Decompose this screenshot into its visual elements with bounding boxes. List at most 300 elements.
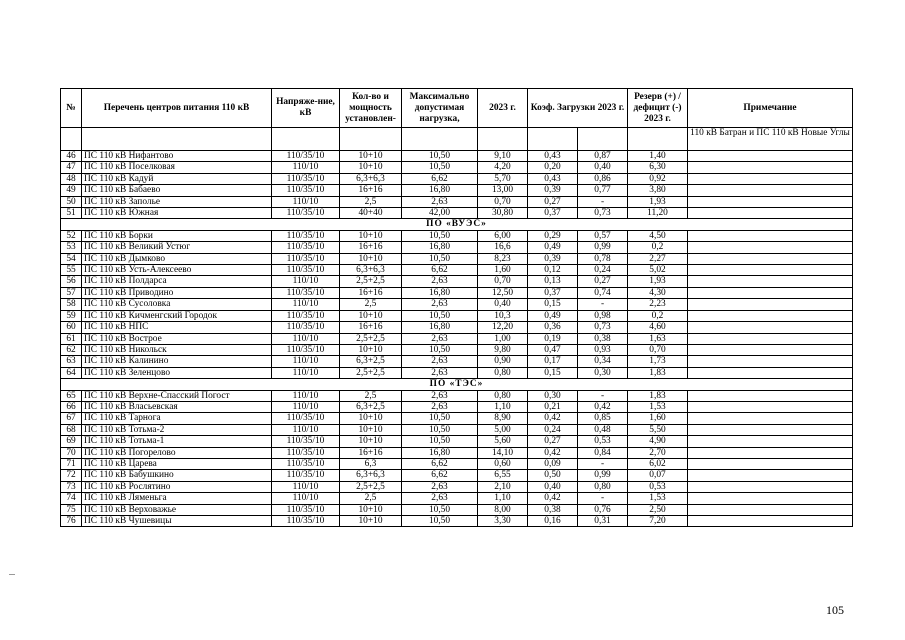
cell-no: 48: [61, 173, 82, 184]
cell-voltage: 110/10: [272, 333, 340, 344]
cell-name: ПС 110 кВ Дымково: [82, 253, 272, 264]
cell-max-load: 6,62: [402, 470, 478, 481]
table-row: [61, 401, 853, 412]
cell-coef-2: 0,42: [578, 401, 628, 412]
cell-no: 67: [61, 413, 82, 424]
cell-coef-2: 0,80: [578, 481, 628, 492]
cell-reserve: 1,60: [628, 413, 688, 424]
cell-coef-1: 0,49: [528, 242, 578, 253]
cell-coef-2: 0,73: [578, 208, 628, 219]
cell-coef-1: 0,42: [528, 493, 578, 504]
cell-name: ПС 110 кВ Бабушкино: [82, 470, 272, 481]
continuation-note: 110 кВ Батран и ПС 110 кВ Новые Углы: [688, 128, 853, 151]
header-name: Перечень центров питания 110 кВ: [82, 89, 272, 128]
cell-coef-2: -: [578, 493, 628, 504]
cell-2023: 4,20: [478, 162, 528, 173]
cell-max-load: 10,50: [402, 151, 478, 162]
cell-reserve: 1,93: [628, 196, 688, 207]
cell-coef-2: 0,78: [578, 253, 628, 264]
cell-voltage: 110/10: [272, 493, 340, 504]
cell-2023: 9,10: [478, 151, 528, 162]
cell-coef-2: 0,38: [578, 333, 628, 344]
cell-no: 64: [61, 367, 82, 378]
cell-max-load: 10,50: [402, 162, 478, 173]
cell-transformers: 10+10: [340, 413, 402, 424]
cell-coef-1: 0,27: [528, 436, 578, 447]
cell-voltage: 110/10: [272, 276, 340, 287]
cell-voltage: 110/35/10: [272, 322, 340, 333]
header-note: Примечание: [688, 89, 853, 128]
section-row: [61, 379, 853, 390]
section-title: ПО «ТЭС»: [61, 379, 853, 390]
cell-name: ПС 110 кВ Кадуй: [82, 173, 272, 184]
cell-name: ПС 110 кВ Царева: [82, 458, 272, 469]
cell-coef-1: 0,39: [528, 185, 578, 196]
cell-note: [688, 458, 853, 469]
cell-transformers: 6,3+6,3: [340, 470, 402, 481]
cell-note: [688, 322, 853, 333]
cell-reserve: 2,27: [628, 253, 688, 264]
cell-transformers: 6,3+6,3: [340, 173, 402, 184]
cell-coef-2: 0,34: [578, 356, 628, 367]
cell-voltage: 110/10: [272, 162, 340, 173]
cell-max-load: 42,00: [402, 208, 478, 219]
cell-coef-2: 0,99: [578, 470, 628, 481]
cell-transformers: 2,5+2,5: [340, 367, 402, 378]
cell-no: 62: [61, 344, 82, 355]
cell-2023: 9,80: [478, 344, 528, 355]
header-max-load: Максимально допустимая нагрузка,: [402, 89, 478, 128]
cell-voltage: 110/35/10: [272, 287, 340, 298]
cell-max-load: 10,50: [402, 310, 478, 321]
cell-transformers: 10+10: [340, 436, 402, 447]
cell-no: 46: [61, 151, 82, 162]
substations-table: [60, 88, 853, 527]
cell-2023: 3,30: [478, 516, 528, 527]
cell-max-load: 10,50: [402, 230, 478, 241]
cell-coef-2: 0,30: [578, 367, 628, 378]
cell-transformers: 40+40: [340, 208, 402, 219]
cell-voltage: 110/35/10: [272, 242, 340, 253]
cell-note: [688, 310, 853, 321]
section-title: ПО «ВУЭС»: [61, 219, 853, 230]
cell-voltage: 110/35/10: [272, 151, 340, 162]
cell-coef-2: 0,74: [578, 287, 628, 298]
cell-transformers: 16+16: [340, 447, 402, 458]
cell-reserve: 0,92: [628, 173, 688, 184]
header-2023: 2023 г.: [478, 89, 528, 128]
header-no: №: [61, 89, 82, 128]
cell-reserve: 0,07: [628, 470, 688, 481]
cell-voltage: 110/10: [272, 390, 340, 401]
cell-reserve: 4,60: [628, 322, 688, 333]
cell-voltage: 110/35/10: [272, 230, 340, 241]
cell-transformers: 10+10: [340, 151, 402, 162]
cell-max-load: 10,50: [402, 504, 478, 515]
cell-reserve: 7,20: [628, 516, 688, 527]
cell-voltage: 110/35/10: [272, 458, 340, 469]
cell-name: ПС 110 кВ Кичменгский Городок: [82, 310, 272, 321]
cell-max-load: 10,50: [402, 436, 478, 447]
cell-coef-1: 0,43: [528, 151, 578, 162]
cell-no: 53: [61, 242, 82, 253]
cell-coef-1: 0,42: [528, 413, 578, 424]
cell-name: ПС 110 кВ Никольск: [82, 344, 272, 355]
cell-coef-2: 0,93: [578, 344, 628, 355]
cell-name: ПС 110 кВ Тотьма-1: [82, 436, 272, 447]
cell-2023: 10,3: [478, 310, 528, 321]
cell-note: [688, 276, 853, 287]
table-row: [61, 276, 853, 287]
cell-max-load: 2,63: [402, 276, 478, 287]
table-row: [61, 367, 853, 378]
cell-coef-1: 0,24: [528, 424, 578, 435]
cell-coef-2: 0,40: [578, 162, 628, 173]
cell-note: [688, 367, 853, 378]
cell-voltage: 110/10: [272, 367, 340, 378]
cell-transformers: 16+16: [340, 185, 402, 196]
cell-transformers: 2,5+2,5: [340, 333, 402, 344]
cell-voltage: 110/35/10: [272, 208, 340, 219]
cell-transformers: 10+10: [340, 516, 402, 527]
cell-coef-2: 0,57: [578, 230, 628, 241]
cell-name: ПС 110 кВ Бабаево: [82, 185, 272, 196]
cell-transformers: 16+16: [340, 287, 402, 298]
cell-voltage: 110/35/10: [272, 516, 340, 527]
cell-coef-1: 0,12: [528, 265, 578, 276]
cell-coef-2: 0,99: [578, 242, 628, 253]
cell-name: ПС 110 кВ НПС: [82, 322, 272, 333]
cell-transformers: 6,3+6,3: [340, 265, 402, 276]
cell-no: 69: [61, 436, 82, 447]
table-row: [61, 447, 853, 458]
cell-transformers: 2,5: [340, 196, 402, 207]
cell-reserve: 4,30: [628, 287, 688, 298]
table-row: [61, 481, 853, 492]
cell-coef-1: 0,21: [528, 401, 578, 412]
cell-reserve: 5,50: [628, 424, 688, 435]
header-transformers: Кол-во и мощность установлен-: [340, 89, 402, 128]
cell-coef-1: 0,30: [528, 390, 578, 401]
cell-voltage: 110/35/10: [272, 470, 340, 481]
cell-transformers: 2,5+2,5: [340, 276, 402, 287]
cell-2023: 1,10: [478, 401, 528, 412]
cell-reserve: 0,2: [628, 310, 688, 321]
cell-max-load: 6,62: [402, 173, 478, 184]
cell-no: 65: [61, 390, 82, 401]
cell-voltage: 110/35/10: [272, 413, 340, 424]
cell-transformers: 10+10: [340, 310, 402, 321]
section-row: [61, 219, 853, 230]
cell-transformers: 6,3+2,5: [340, 356, 402, 367]
cell-no: 55: [61, 265, 82, 276]
cell-coef-2: 0,24: [578, 265, 628, 276]
cell-2023: 0,90: [478, 356, 528, 367]
cell-name: ПС 110 кВ Верховажье: [82, 504, 272, 515]
cell-note: [688, 242, 853, 253]
cell-no: 74: [61, 493, 82, 504]
cell-2023: 8,00: [478, 504, 528, 515]
cell-note: [688, 390, 853, 401]
cell-reserve: 0,2: [628, 242, 688, 253]
cell-note: [688, 493, 853, 504]
cell-note: [688, 287, 853, 298]
cell-name: ПС 110 кВ Борки: [82, 230, 272, 241]
cell-no: 57: [61, 287, 82, 298]
cell-no: 71: [61, 458, 82, 469]
cell-name: ПС 110 кВ Южная: [82, 208, 272, 219]
cell-name: ПС 110 кВ Полдарса: [82, 276, 272, 287]
cell-voltage: 110/10: [272, 196, 340, 207]
cell-name: ПС 110 кВ Приводино: [82, 287, 272, 298]
cell-no: 68: [61, 424, 82, 435]
cell-no: 54: [61, 253, 82, 264]
cell-coef-1: 0,29: [528, 230, 578, 241]
table-row: [61, 493, 853, 504]
table-row: [61, 299, 853, 310]
cell-coef-1: 0,20: [528, 162, 578, 173]
cell-2023: 1,00: [478, 333, 528, 344]
table-row: [61, 173, 853, 184]
cell-2023: 5,60: [478, 436, 528, 447]
cell-coef-2: 0,31: [578, 516, 628, 527]
cell-voltage: 110/10: [272, 401, 340, 412]
cell-note: [688, 401, 853, 412]
cell-note: [688, 253, 853, 264]
cell-max-load: 2,63: [402, 333, 478, 344]
cell-2023: 0,80: [478, 367, 528, 378]
cell-note: [688, 208, 853, 219]
cell-voltage: 110/35/10: [272, 504, 340, 515]
table-row: [61, 265, 853, 276]
cell-transformers: 10+10: [340, 230, 402, 241]
cell-2023: 0,60: [478, 458, 528, 469]
table-row: [61, 424, 853, 435]
header-coef: Коэф. Загрузки 2023 г.: [528, 89, 628, 128]
cell-note: [688, 230, 853, 241]
cell-transformers: 16+16: [340, 322, 402, 333]
cell-max-load: 10,50: [402, 424, 478, 435]
cell-reserve: 4,90: [628, 436, 688, 447]
cell-name: ПС 110 кВ Сусоловка: [82, 299, 272, 310]
table-row: [61, 185, 853, 196]
cell-coef-2: 0,48: [578, 424, 628, 435]
cell-no: 52: [61, 230, 82, 241]
cell-coef-1: 0,47: [528, 344, 578, 355]
cell-transformers: 10+10: [340, 162, 402, 173]
table-row: [61, 436, 853, 447]
cell-note: [688, 413, 853, 424]
cell-reserve: 0,53: [628, 481, 688, 492]
table-row: [61, 151, 853, 162]
cell-coef-2: 0,73: [578, 322, 628, 333]
cell-no: 60: [61, 322, 82, 333]
cell-voltage: 110/35/10: [272, 265, 340, 276]
cell-transformers: 6,3+2,5: [340, 401, 402, 412]
cell-2023: 1,10: [478, 493, 528, 504]
cell-no: 73: [61, 481, 82, 492]
cell-transformers: 6,3: [340, 458, 402, 469]
cell-max-load: 16,80: [402, 447, 478, 458]
cell-reserve: 4,50: [628, 230, 688, 241]
cell-coef-2: 0,77: [578, 185, 628, 196]
cell-reserve: 11,20: [628, 208, 688, 219]
cell-2023: 5,00: [478, 424, 528, 435]
cell-max-load: 2,63: [402, 196, 478, 207]
cell-note: [688, 436, 853, 447]
cell-name: ПС 110 кВ Верхне-Спасский Погост: [82, 390, 272, 401]
cell-no: 49: [61, 185, 82, 196]
cell-2023: 8,23: [478, 253, 528, 264]
cell-2023: 6,55: [478, 470, 528, 481]
cell-2023: 6,00: [478, 230, 528, 241]
cell-max-load: 2,63: [402, 390, 478, 401]
table-row: [61, 516, 853, 527]
cell-2023: 16,6: [478, 242, 528, 253]
cell-name: ПС 110 кВ Чушевицы: [82, 516, 272, 527]
cell-note: [688, 447, 853, 458]
table-row: [61, 413, 853, 424]
cell-note: [688, 470, 853, 481]
cell-coef-1: 0,09: [528, 458, 578, 469]
cell-coef-2: -: [578, 458, 628, 469]
table-row: [61, 333, 853, 344]
cell-reserve: 1,83: [628, 367, 688, 378]
cell-name: ПС 110 кВ Великий Устюг: [82, 242, 272, 253]
table-row: [61, 230, 853, 241]
cell-transformers: 2,5+2,5: [340, 481, 402, 492]
cell-transformers: 2,5: [340, 390, 402, 401]
cell-name: ПС 110 кВ Ляменьга: [82, 493, 272, 504]
cell-coef-1: 0,27: [528, 196, 578, 207]
cell-transformers: 2,5: [340, 493, 402, 504]
cell-note: [688, 151, 853, 162]
cell-reserve: 2,70: [628, 447, 688, 458]
page-number: 105: [826, 603, 844, 617]
cell-2023: 12,20: [478, 322, 528, 333]
cell-reserve: 2,23: [628, 299, 688, 310]
cell-max-load: 2,63: [402, 299, 478, 310]
cell-coef-2: -: [578, 299, 628, 310]
cell-no: 63: [61, 356, 82, 367]
cell-no: 66: [61, 401, 82, 412]
cell-note: [688, 162, 853, 173]
cell-reserve: 6,30: [628, 162, 688, 173]
cell-voltage: 110/35/10: [272, 447, 340, 458]
cell-coef-2: 0,86: [578, 173, 628, 184]
cell-note: [688, 265, 853, 276]
cell-no: 58: [61, 299, 82, 310]
cell-max-load: 2,63: [402, 356, 478, 367]
cell-name: ПС 110 кВ Заполье: [82, 196, 272, 207]
cell-note: [688, 504, 853, 515]
cell-2023: 12,50: [478, 287, 528, 298]
cell-reserve: 1,93: [628, 276, 688, 287]
cell-2023: 0,40: [478, 299, 528, 310]
cell-name: ПС 110 кВ Усть-Алексеево: [82, 265, 272, 276]
cell-note: [688, 356, 853, 367]
cell-name: ПС 110 кВ Нифантово: [82, 151, 272, 162]
cell-voltage: 110/35/10: [272, 436, 340, 447]
cell-note: [688, 173, 853, 184]
cell-reserve: 5,02: [628, 265, 688, 276]
table-row: [61, 458, 853, 469]
cell-2023: 0,70: [478, 196, 528, 207]
table-row: [61, 344, 853, 355]
cell-max-load: 10,50: [402, 344, 478, 355]
cell-name: ПС 110 кВ Поселковая: [82, 162, 272, 173]
header-voltage: Напряже-ние, кВ: [272, 89, 340, 128]
cell-reserve: 1,63: [628, 333, 688, 344]
table-row: [61, 162, 853, 173]
cell-coef-1: 0,15: [528, 299, 578, 310]
cell-name: ПС 110 кВ Рослятино: [82, 481, 272, 492]
cell-voltage: 110/10: [272, 299, 340, 310]
cell-no: 51: [61, 208, 82, 219]
cell-voltage: 110/35/10: [272, 173, 340, 184]
cell-2023: 13,00: [478, 185, 528, 196]
cell-max-load: 10,50: [402, 516, 478, 527]
cell-2023: 5,70: [478, 173, 528, 184]
cell-no: 76: [61, 516, 82, 527]
cell-reserve: 2,50: [628, 504, 688, 515]
cell-note: [688, 196, 853, 207]
cell-transformers: 10+10: [340, 504, 402, 515]
cell-no: 47: [61, 162, 82, 173]
table-row: [61, 322, 853, 333]
table-row: [61, 504, 853, 515]
cell-max-load: 16,80: [402, 242, 478, 253]
table-row: [61, 310, 853, 321]
cell-coef-1: 0,50: [528, 470, 578, 481]
cell-2023: 14,10: [478, 447, 528, 458]
cell-no: 56: [61, 276, 82, 287]
cell-coef-2: 0,76: [578, 504, 628, 515]
cell-note: [688, 424, 853, 435]
table-row: [61, 470, 853, 481]
cell-name: ПС 110 кВ Власьевская: [82, 401, 272, 412]
cell-2023: 0,80: [478, 390, 528, 401]
cell-voltage: 110/10: [272, 481, 340, 492]
cell-reserve: 1,40: [628, 151, 688, 162]
cell-coef-1: 0,16: [528, 516, 578, 527]
cell-2023: 30,80: [478, 208, 528, 219]
table-body: [61, 151, 853, 527]
cell-reserve: 6,02: [628, 458, 688, 469]
cell-no: 50: [61, 196, 82, 207]
header-reserve: Резерв (+) / дефицит (-) 2023 г.: [628, 89, 688, 128]
cell-max-load: 2,63: [402, 401, 478, 412]
continuation-row: [61, 128, 853, 151]
cell-no: 72: [61, 470, 82, 481]
cell-max-load: 6,62: [402, 458, 478, 469]
cell-note: [688, 481, 853, 492]
cell-coef-2: 0,87: [578, 151, 628, 162]
cell-note: [688, 185, 853, 196]
cell-2023: 0,70: [478, 276, 528, 287]
cell-max-load: 16,80: [402, 185, 478, 196]
cell-name: ПС 110 кВ Вострое: [82, 333, 272, 344]
cell-coef-1: 0,40: [528, 481, 578, 492]
cell-max-load: 2,63: [402, 493, 478, 504]
cell-voltage: 110/35/10: [272, 344, 340, 355]
cell-coef-2: -: [578, 196, 628, 207]
cell-coef-1: 0,42: [528, 447, 578, 458]
cell-voltage: 110/10: [272, 424, 340, 435]
cell-coef-1: 0,37: [528, 287, 578, 298]
cell-name: ПС 110 кВ Калинино: [82, 356, 272, 367]
cell-max-load: 10,50: [402, 413, 478, 424]
